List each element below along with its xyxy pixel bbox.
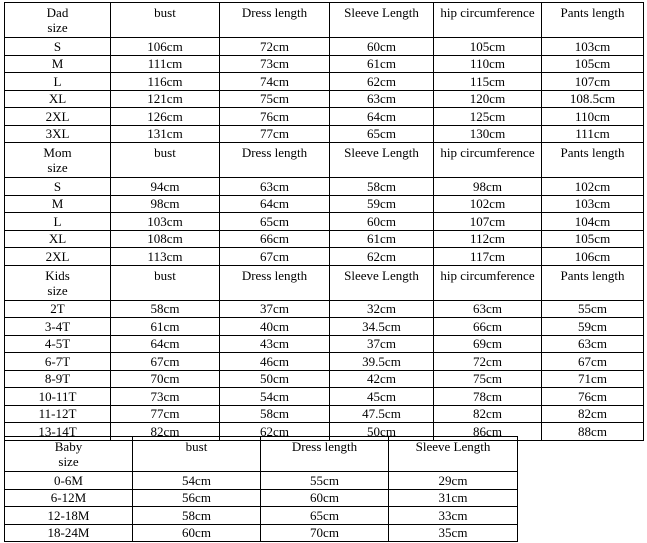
table-row bbox=[5, 195, 644, 213]
dad-value-cell: 130cm bbox=[434, 125, 542, 143]
kids-size-cell: 6-7T bbox=[5, 353, 111, 371]
mom-value-cell: 108cm bbox=[111, 230, 220, 248]
kids-value-cell: 55cm bbox=[542, 300, 644, 318]
mom-value-cell: 94cm bbox=[111, 178, 220, 196]
mom-column-header: Sleeve Length bbox=[330, 143, 434, 178]
dad-size-cell: L bbox=[5, 73, 111, 91]
dad-value-cell: 77cm bbox=[220, 125, 330, 143]
kids-value-cell: 63cm bbox=[542, 335, 644, 353]
kids-value-cell: 66cm bbox=[434, 318, 542, 336]
kids-value-cell: 42cm bbox=[330, 370, 434, 388]
mom-value-cell: 102cm bbox=[542, 178, 644, 196]
baby-value-cell: 60cm bbox=[133, 524, 261, 542]
kids-value-cell: 82cm bbox=[542, 405, 644, 423]
mom-size-cell: S bbox=[5, 178, 111, 196]
dad-value-cell: 107cm bbox=[542, 73, 644, 91]
dad-size-cell: S bbox=[5, 38, 111, 56]
baby-size-cell: 6-12M bbox=[5, 489, 133, 507]
mom-header-row bbox=[5, 143, 644, 178]
mom-value-cell: 62cm bbox=[330, 248, 434, 266]
baby-column-header: Dress length bbox=[261, 437, 389, 472]
kids-value-cell: 63cm bbox=[434, 300, 542, 318]
dad-size-cell: 3XL bbox=[5, 125, 111, 143]
dad-column-header: bust bbox=[111, 3, 220, 38]
baby-value-cell: 33cm bbox=[389, 507, 518, 525]
kids-value-cell: 64cm bbox=[111, 335, 220, 353]
kids-value-cell: 77cm bbox=[111, 405, 220, 423]
kids-value-cell: 69cm bbox=[434, 335, 542, 353]
kids-value-cell: 46cm bbox=[220, 353, 330, 371]
kids-column-header: hip circumference bbox=[434, 265, 542, 300]
dad-column-header: Dress length bbox=[220, 3, 330, 38]
table-row bbox=[5, 38, 644, 56]
kids-column-header: Pants length bbox=[542, 265, 644, 300]
table-row bbox=[5, 472, 518, 490]
kids-column-header: Sleeve Length bbox=[330, 265, 434, 300]
kids-value-cell: 86cm bbox=[434, 423, 542, 441]
kids-column-header: bust bbox=[111, 265, 220, 300]
kids-value-cell: 43cm bbox=[220, 335, 330, 353]
mom-value-cell: 103cm bbox=[111, 213, 220, 231]
table-row bbox=[5, 90, 644, 108]
kids-value-cell: 82cm bbox=[111, 423, 220, 441]
kids-size-cell: 3-4T bbox=[5, 318, 111, 336]
kids-value-cell: 59cm bbox=[542, 318, 644, 336]
mom-value-cell: 117cm bbox=[434, 248, 542, 266]
mom-value-cell: 104cm bbox=[542, 213, 644, 231]
kids-value-cell: 50cm bbox=[330, 423, 434, 441]
kids-value-cell: 82cm bbox=[434, 405, 542, 423]
kids-value-cell: 34.5cm bbox=[330, 318, 434, 336]
mom-column-header: bust bbox=[111, 143, 220, 178]
baby-value-cell: 58cm bbox=[133, 507, 261, 525]
mom-value-cell: 66cm bbox=[220, 230, 330, 248]
table-row bbox=[5, 248, 644, 266]
dad-value-cell: 60cm bbox=[330, 38, 434, 56]
baby-value-cell: 35cm bbox=[389, 524, 518, 542]
mom-value-cell: 102cm bbox=[434, 195, 542, 213]
table-row bbox=[5, 178, 644, 196]
mom-value-cell: 65cm bbox=[220, 213, 330, 231]
dad-value-cell: 120cm bbox=[434, 90, 542, 108]
baby-value-cell: 56cm bbox=[133, 489, 261, 507]
mom-value-cell: 98cm bbox=[434, 178, 542, 196]
mom-column-header: Pants length bbox=[542, 143, 644, 178]
table-row bbox=[5, 318, 644, 336]
kids-value-cell: 88cm bbox=[542, 423, 644, 441]
kids-value-cell: 45cm bbox=[330, 388, 434, 406]
dad-value-cell: 131cm bbox=[111, 125, 220, 143]
table-row bbox=[5, 213, 644, 231]
mom-value-cell: 63cm bbox=[220, 178, 330, 196]
kids-value-cell: 61cm bbox=[111, 318, 220, 336]
dad-value-cell: 111cm bbox=[542, 125, 644, 143]
table-row bbox=[5, 507, 518, 525]
table-row bbox=[5, 388, 644, 406]
mom-column-header: hip circumference bbox=[434, 143, 542, 178]
baby-value-cell: 29cm bbox=[389, 472, 518, 490]
mom-value-cell: 106cm bbox=[542, 248, 644, 266]
dad-value-cell: 105cm bbox=[542, 55, 644, 73]
kids-size-cell: 4-5T bbox=[5, 335, 111, 353]
dad-value-cell: 116cm bbox=[111, 73, 220, 91]
table-row bbox=[5, 230, 644, 248]
table-row bbox=[5, 524, 518, 542]
mom-size-cell: XL bbox=[5, 230, 111, 248]
baby-value-cell: 31cm bbox=[389, 489, 518, 507]
kids-value-cell: 67cm bbox=[111, 353, 220, 371]
baby-value-cell: 54cm bbox=[133, 472, 261, 490]
baby-size-cell: 12-18M bbox=[5, 507, 133, 525]
mom-value-cell: 58cm bbox=[330, 178, 434, 196]
kids-column-header: Dress length bbox=[220, 265, 330, 300]
baby-value-cell: 70cm bbox=[261, 524, 389, 542]
dad-value-cell: 108.5cm bbox=[542, 90, 644, 108]
dad-value-cell: 105cm bbox=[434, 38, 542, 56]
kids-value-cell: 54cm bbox=[220, 388, 330, 406]
dad-header-row bbox=[5, 3, 644, 38]
table-row bbox=[5, 55, 644, 73]
kids-value-cell: 73cm bbox=[111, 388, 220, 406]
kids-value-cell: 58cm bbox=[220, 405, 330, 423]
baby-value-cell: 60cm bbox=[261, 489, 389, 507]
kids-size-cell: 11-12T bbox=[5, 405, 111, 423]
dad-column-header: Sleeve Length bbox=[330, 3, 434, 38]
table-row bbox=[5, 125, 644, 143]
dad-value-cell: 110cm bbox=[542, 108, 644, 126]
kids-size-cell: 10-11T bbox=[5, 388, 111, 406]
baby-value-cell: 55cm bbox=[261, 472, 389, 490]
mom-size-header: Mom size bbox=[5, 143, 111, 178]
kids-value-cell: 76cm bbox=[542, 388, 644, 406]
kids-value-cell: 50cm bbox=[220, 370, 330, 388]
mom-value-cell: 98cm bbox=[111, 195, 220, 213]
kids-value-cell: 47.5cm bbox=[330, 405, 434, 423]
kids-value-cell: 62cm bbox=[220, 423, 330, 441]
dad-column-header: hip circumference bbox=[434, 3, 542, 38]
baby-column-header: Sleeve Length bbox=[389, 437, 518, 472]
dad-value-cell: 75cm bbox=[220, 90, 330, 108]
baby-value-cell: 65cm bbox=[261, 507, 389, 525]
kids-value-cell: 40cm bbox=[220, 318, 330, 336]
kids-header-row bbox=[5, 265, 644, 300]
table-row bbox=[5, 370, 644, 388]
kids-value-cell: 70cm bbox=[111, 370, 220, 388]
mom-size-cell: 2XL bbox=[5, 248, 111, 266]
dad-value-cell: 74cm bbox=[220, 73, 330, 91]
mom-value-cell: 61cm bbox=[330, 230, 434, 248]
table-row bbox=[5, 353, 644, 371]
kids-value-cell: 58cm bbox=[111, 300, 220, 318]
baby-size-header: Baby size bbox=[5, 437, 133, 472]
table-row bbox=[5, 73, 644, 91]
mom-value-cell: 60cm bbox=[330, 213, 434, 231]
dad-value-cell: 73cm bbox=[220, 55, 330, 73]
dad-size-header: Dad size bbox=[5, 3, 111, 38]
kids-value-cell: 78cm bbox=[434, 388, 542, 406]
dad-value-cell: 62cm bbox=[330, 73, 434, 91]
kids-size-cell: 2T bbox=[5, 300, 111, 318]
kids-value-cell: 72cm bbox=[434, 353, 542, 371]
dad-value-cell: 65cm bbox=[330, 125, 434, 143]
dad-value-cell: 110cm bbox=[434, 55, 542, 73]
mom-value-cell: 105cm bbox=[542, 230, 644, 248]
mom-size-cell: L bbox=[5, 213, 111, 231]
table-row bbox=[5, 300, 644, 318]
size-chart-baby bbox=[4, 436, 518, 542]
kids-size-header: Kids size bbox=[5, 265, 111, 300]
dad-value-cell: 126cm bbox=[111, 108, 220, 126]
dad-value-cell: 63cm bbox=[330, 90, 434, 108]
kids-value-cell: 39.5cm bbox=[330, 353, 434, 371]
mom-value-cell: 59cm bbox=[330, 195, 434, 213]
dad-value-cell: 111cm bbox=[111, 55, 220, 73]
kids-size-cell: 13-14T bbox=[5, 423, 111, 441]
dad-value-cell: 61cm bbox=[330, 55, 434, 73]
dad-size-cell: M bbox=[5, 55, 111, 73]
kids-size-cell: 8-9T bbox=[5, 370, 111, 388]
kids-value-cell: 71cm bbox=[542, 370, 644, 388]
table-row bbox=[5, 335, 644, 353]
mom-size-cell: M bbox=[5, 195, 111, 213]
size-chart-main bbox=[4, 2, 644, 441]
mom-value-cell: 113cm bbox=[111, 248, 220, 266]
mom-value-cell: 67cm bbox=[220, 248, 330, 266]
baby-header-row bbox=[5, 437, 518, 472]
kids-value-cell: 37cm bbox=[220, 300, 330, 318]
dad-value-cell: 121cm bbox=[111, 90, 220, 108]
mom-column-header: Dress length bbox=[220, 143, 330, 178]
baby-size-cell: 18-24M bbox=[5, 524, 133, 542]
mom-value-cell: 107cm bbox=[434, 213, 542, 231]
dad-value-cell: 72cm bbox=[220, 38, 330, 56]
dad-size-cell: 2XL bbox=[5, 108, 111, 126]
dad-size-cell: XL bbox=[5, 90, 111, 108]
dad-value-cell: 76cm bbox=[220, 108, 330, 126]
dad-value-cell: 106cm bbox=[111, 38, 220, 56]
dad-value-cell: 103cm bbox=[542, 38, 644, 56]
mom-value-cell: 112cm bbox=[434, 230, 542, 248]
dad-value-cell: 115cm bbox=[434, 73, 542, 91]
mom-value-cell: 103cm bbox=[542, 195, 644, 213]
kids-value-cell: 75cm bbox=[434, 370, 542, 388]
dad-column-header: Pants length bbox=[542, 3, 644, 38]
table-row bbox=[5, 108, 644, 126]
kids-value-cell: 32cm bbox=[330, 300, 434, 318]
table-row bbox=[5, 405, 644, 423]
dad-value-cell: 125cm bbox=[434, 108, 542, 126]
kids-value-cell: 37cm bbox=[330, 335, 434, 353]
mom-value-cell: 64cm bbox=[220, 195, 330, 213]
baby-size-cell: 0-6M bbox=[5, 472, 133, 490]
table-row bbox=[5, 489, 518, 507]
dad-value-cell: 64cm bbox=[330, 108, 434, 126]
kids-value-cell: 67cm bbox=[542, 353, 644, 371]
baby-column-header: bust bbox=[133, 437, 261, 472]
